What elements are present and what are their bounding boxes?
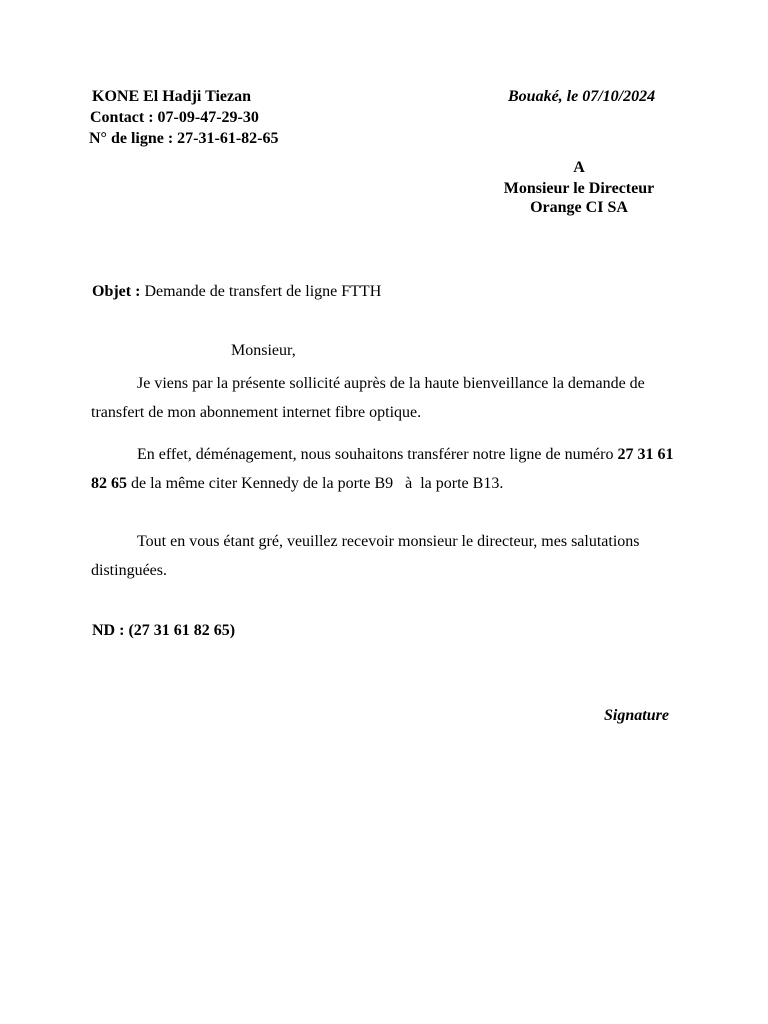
- subject-line: [92, 281, 381, 302]
- paragraph-1: [91, 369, 691, 427]
- nd-reference: ND : (27 31 61 82 65): [92, 622, 236, 639]
- place-date: Bouaké, le 07/10/2024: [508, 88, 656, 105]
- paragraph-1-text: Je viens par la présente sollicité auprès de la haute bienveillance la demande de transfert de mon abonnement internet fibre optique.: [91, 375, 645, 421]
- signature-label: Signature: [604, 707, 669, 724]
- paragraph-2-intro: En effet, déménagement, nous souhaitons transférer notre ligne de numéro: [137, 446, 614, 463]
- sender-contact: Contact : 07-09-47-29-30: [90, 109, 259, 126]
- sender-line-number: N° de ligne : 27-31-61-82-65: [89, 130, 279, 147]
- recipient-title: Monsieur le Directeur: [503, 180, 655, 197]
- paragraph-2-rest: de la même citer Kennedy de la porte B9 à la porte B13.: [131, 475, 504, 492]
- subject-label: Objet :: [92, 283, 141, 300]
- recipient-company: Orange CI SA: [530, 199, 628, 216]
- salutation: Monsieur,: [231, 342, 296, 359]
- sender-name: KONE El Hadji Tiezan: [92, 88, 251, 105]
- recipient-prefix: A: [573, 159, 585, 176]
- paragraph-3: [91, 527, 691, 585]
- subject-text: Demande de transfert de ligne FTTH: [144, 283, 382, 300]
- paragraph-2-number: 27 31 61 82 65: [91, 446, 674, 492]
- paragraph-3-text: Tout en vous étant gré, veuillez recevoir monsieur le directeur, mes salutations distinguées.: [91, 533, 640, 579]
- paragraph-2: [91, 440, 691, 498]
